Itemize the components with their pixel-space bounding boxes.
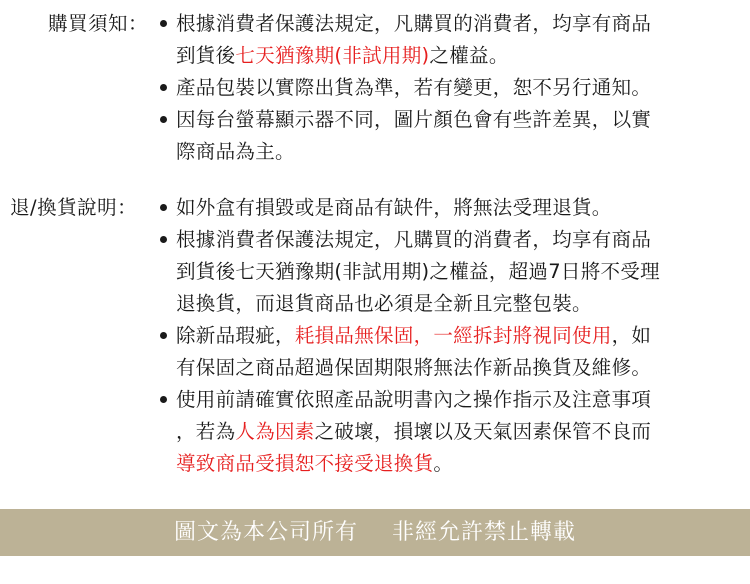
copyright-banner	[0, 509, 750, 556]
list-item	[158, 320, 728, 384]
bullet-icon	[160, 116, 167, 123]
return-policy-list	[158, 192, 728, 480]
bullet-icon	[160, 332, 167, 339]
item-text: 根據消費者保護法規定，凡購買的消費者，均享有商品	[176, 12, 652, 35]
highlight-text: 七天猶豫期(非試用期)	[235, 44, 430, 67]
highlight-text: 耗損品無保固，一經拆封將視同使用	[294, 324, 612, 347]
item-text: 導致商品受損恕不接受退換貨。	[176, 452, 454, 475]
list-item	[158, 72, 728, 104]
item-text: 退換貨，而退貨商品也必須是全新且完整包裝。	[176, 292, 592, 315]
bullet-icon	[160, 236, 167, 243]
item-text: 產品包裝以實際出貨為準，若有變更，恕不另行通知。	[176, 76, 652, 99]
item-text: 到貨後七天猶豫期(非試用期)之權益。	[176, 44, 509, 67]
no-reprint-text: 非經允許禁止轉載	[392, 520, 577, 545]
list-item	[158, 192, 728, 224]
item-text: 因每台螢幕顯示器不同，圖片顏色會有些許差異，以實	[176, 108, 652, 131]
item-text: 根據消費者保護法規定，凡購買的消費者，均享有商品	[176, 228, 652, 251]
bullet-icon	[160, 20, 167, 27]
return-policy-label: 退/換貨說明：	[10, 196, 138, 219]
list-item	[158, 224, 728, 320]
purchase-notice-list	[158, 8, 728, 168]
item-text: 除新品瑕疵，耗損品無保固，一經拆封將視同使用，如	[176, 324, 652, 347]
item-text: 使用前請確實依照產品說明書內之操作指示及注意事項	[176, 388, 652, 411]
item-text: ，若為人為因素之破壞，損壞以及天氣因素保管不良而	[176, 420, 652, 443]
highlight-text: 導致商品受損恕不接受退換貨	[176, 452, 434, 475]
list-item	[158, 104, 728, 168]
bullet-icon	[160, 84, 167, 91]
item-text: 如外盒有損毀或是商品有缺件，將無法受理退貨。	[176, 196, 612, 219]
highlight-text: 人為因素	[235, 420, 315, 443]
bullet-icon	[160, 204, 167, 211]
purchase-notice-label: 購買須知：	[48, 12, 149, 35]
item-text: 到貨後七天猶豫期(非試用期)之權益，超過7日將不受理	[176, 260, 660, 283]
item-text: 際商品為主。	[176, 140, 295, 163]
copyright-text: 圖文為本公司所有	[173, 520, 358, 545]
list-item	[158, 8, 728, 72]
item-text: 有保固之商品超過保固期限將無法作新品換貨及維修。	[176, 356, 652, 379]
list-item	[158, 384, 728, 480]
bullet-icon	[160, 396, 167, 403]
